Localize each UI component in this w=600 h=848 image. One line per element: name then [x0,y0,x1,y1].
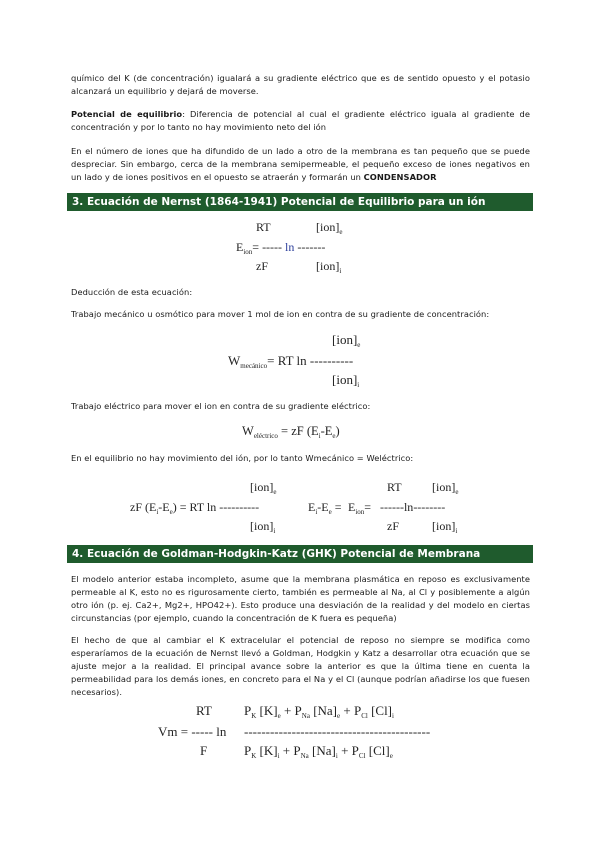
ghk-equation: RT $P_K$ $[K]_e + P_{Na}$ $[Na]_e + P_{Cl}$ $[Cl]_i$ Vm = ----- ln ------------------------------------------- F $P_K$ $[K]_i + P_{Na}$ $[Na]_i + P_{Cl}$ $[Cl]_e$ [158,703,431,760]
paragraph-condenser: En el número de iones que ha difundido de un lado a otro de la membrana es tan pequeño que se puede despreciar. Sin embargo, cerca de la membrana semipermeable, el pequeño exceso de iones negativos en un lado y de iones positivos en el opuesto se atraerán y formarán un CONDENSADOR [71,146,530,182]
nernst-equation: RT $[ion]_e$ $E_{ion}=$ ----- ln ------- zF $[ion]_i$ [236,220,343,275]
ghk-numerator: $P_K$ $[K]_e + P_{Na}$ $[Na]_e + P_{Cl}$ $[Cl]_i$ [244,703,394,720]
ghk-denominator: $P_K$ $[K]_i + P_{Na}$ $[Na]_i + P_{Cl}$ $[Cl]_e$ [244,743,393,760]
paragraph-electric-work: Trabajo eléctrico para mover el ion en contra de su gradiente eléctrico: [71,401,371,411]
paragraph-ghk-model: El modelo anterior estaba incompleto, asume que la membrana plasmática en reposo es exclusivamente permeable al K, esto no es rigurosamente cierto, también es permeable al Na, al Cl y posiblemente a algún otro ión (p. ej. Ca2+, Mg2+, HPO42+). Esto produce una desviación de la realidad y del modelo en ciertas circunstancias (por ejemplo, cuando la concentración de K fuera es pequeña) [71,574,530,623]
electric-work-equation: $W_{eléctrico}$ = zF $(E_i-E_e)$ [242,424,340,440]
paragraph-equilibrium-work: En el equilibrio no hay movimiento del ión, por lo tanto Wmecánico = Weléctrico: [71,453,414,463]
term-equilibrium: Potencial de equilibrio [71,109,183,119]
paragraph-ghk-history: El hecho de que al cambiar el K extracelular el potencial de reposo no siempre se modifica como esperaríamos de la ecuación de Nernst llevó a Goldman, Hodgkin y Katz a desarrollar otra ecuación que se ajuste mejor a la realidad. El principal avance sobre la anterior es que la última tiene en cuenta la permeabilidad para los demás iones, en concreto para el Na y el Cl (aunque podrían añadirse los que fuesen necesarios). [71,635,530,697]
mechanical-work-equation: $[ion]_e$ $W_{mecánico}=$ RT ln ---------- $[ion]_i$ [228,332,361,389]
paragraph-equilibrium: Potencial de equilibrio: Diferencia de potencial al cual el gradiente eléctrico iguala al gradiente de concentración y por lo tanto no hay movimiento neto del ión [71,109,531,132]
section-heading-nernst: 3. Ecuación de Nernst (1864-1941) Potencial de Equilibrio para un ión [67,193,533,211]
section-heading-ghk: 4. Ecuación de Goldman-Hodgkin-Katz (GHK) Potencial de Membrana [67,545,533,563]
paragraph-intro: químico del K (de concentración) igualará a su gradiente eléctrico que es de sentido opuesto y el potasio alcanzará un equilibrio y dejará de moverse. [71,73,530,96]
paragraph-mechanical-work: Trabajo mecánico u osmótico para mover 1 mol de ion en contra de su gradiente de concentración: [71,309,490,319]
term-condenser: CONDENSADOR [363,172,437,182]
paragraph-derivation: Deducción de esta ecuación: [71,287,193,297]
equilibrium-derivation-equation: $[ion]_e$ RT $[ion]_e$ zF $(E_i-E_e)$ = RT ln ---------- $E_i-E_e$ = $E_{ion}=$ ------ln-------- $[ion]_i$ zF $[ion]_i$ [130,480,459,535]
